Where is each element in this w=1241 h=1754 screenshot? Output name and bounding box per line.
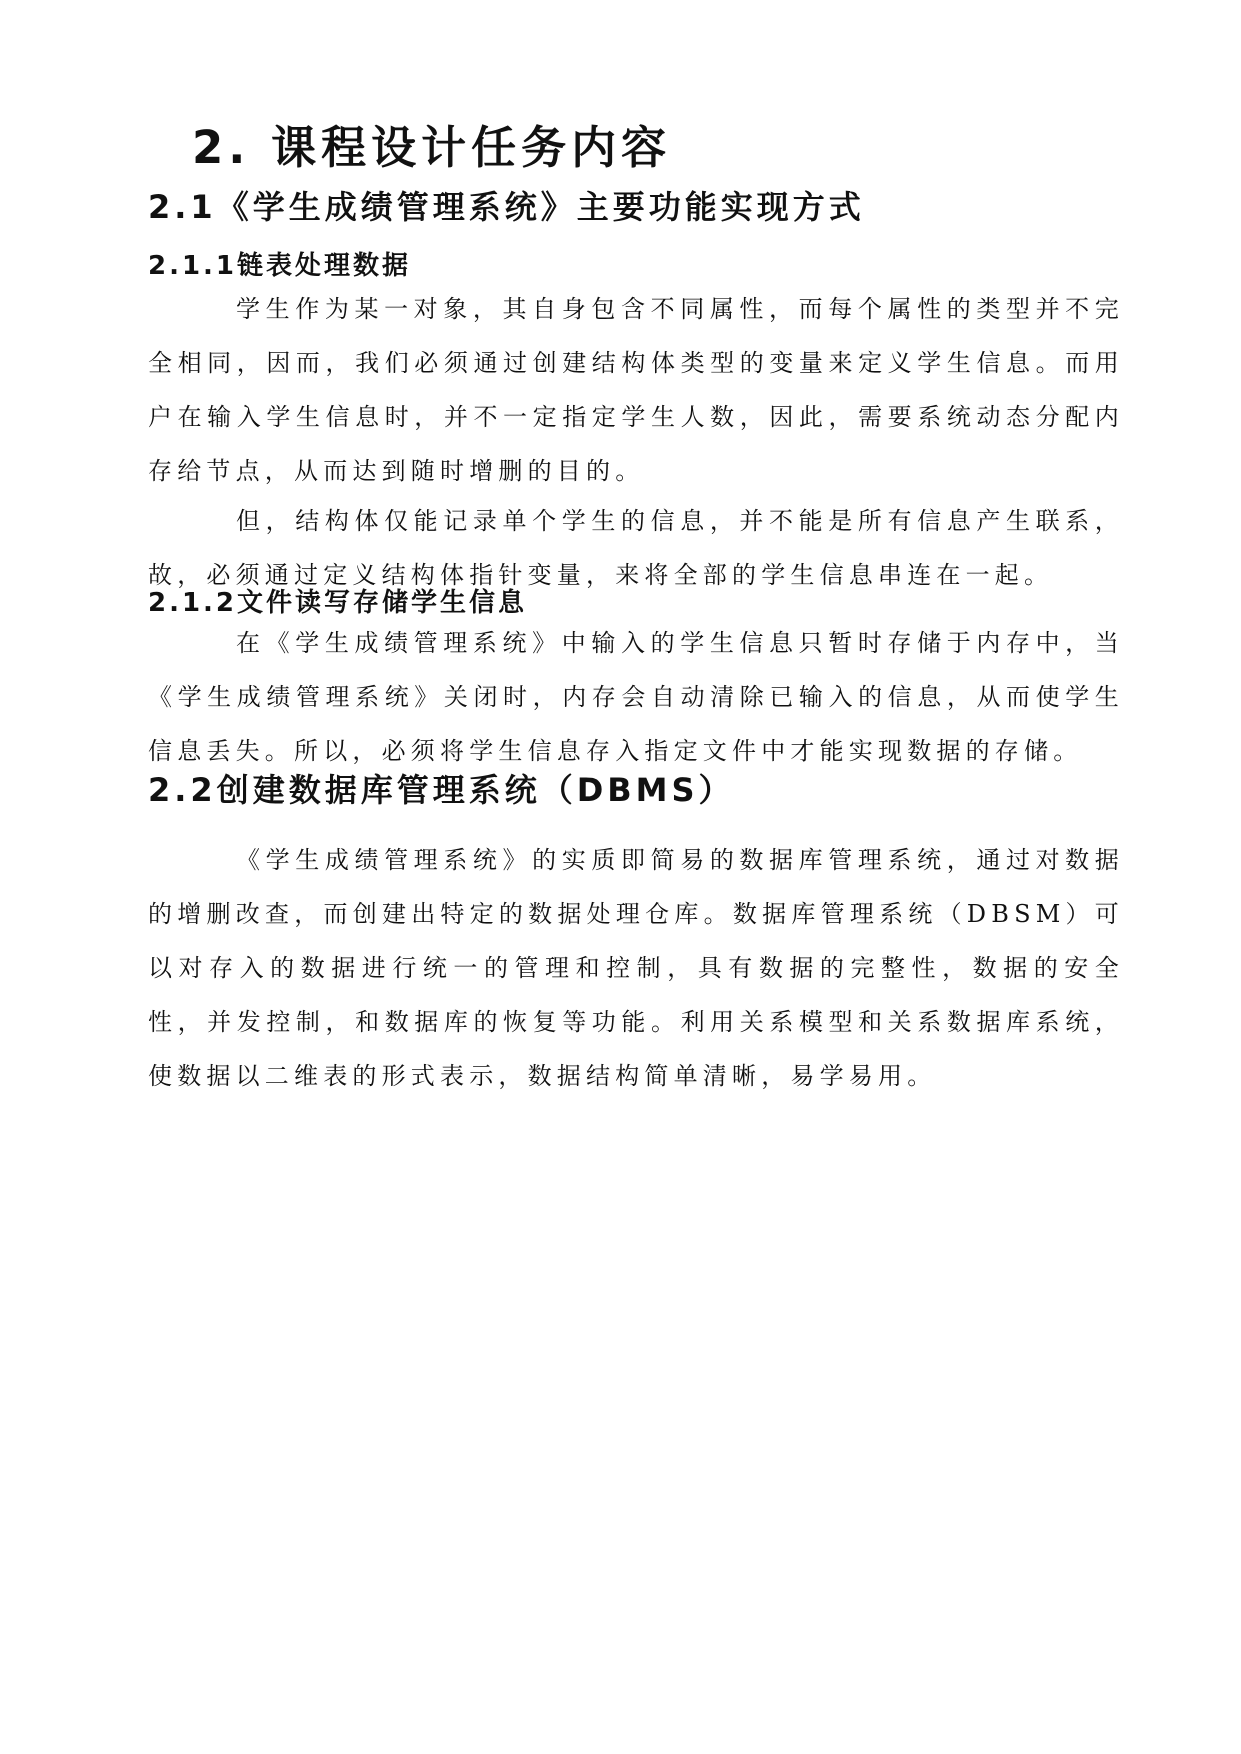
paragraph-linked-list-2: 但，结构体仅能记录单个学生的信息，并不能是所有信息产生联系，故，必须通过定义结构体指针变量，来将全部的学生信息串连在一起。 — [148, 507, 1124, 589]
subsubsection-title-2-1-1: 2.1.1链表处理数据 — [148, 251, 412, 281]
subsection-title-2-1: 2.1《学生成绩管理系统》主要功能实现方式 — [148, 188, 865, 226]
paragraph-linked-list-1: 学生作为某一对象，其自身包含不同属性，而每个属性的类型并不完全相同，因而，我们必须通过创建结构体类型的变量来定义学生信息。而用户在输入学生信息时，并不一定指定学生人数，因此，需要系统动态分配内存给节点，从而达到随时增删的目的。 — [148, 295, 1124, 485]
subsubsection-title-2-1-2: 2.1.2文件读写存储学生信息 — [148, 588, 528, 618]
paragraph-file-storage: 在《学生成绩管理系统》中输入的学生信息只暂时存储于内存中，当《学生成绩管理系统》关闭时，内存会自动清除已输入的信息，从而使学生信息丢失。所以，必须将学生信息存入指定文件中才能实现数据的存储。 — [148, 629, 1124, 765]
paragraph-dbms: 《学生成绩管理系统》的实质即简易的数据库管理系统，通过对数据的增删改查，而创建出特定的数据处理仓库。数据库管理系统（DBSM）可以对存入的数据进行统一的管理和控制，具有数据的完整性，数据的安全性，并发控制，和数据库的恢复等功能。利用关系模型和关系数据库系统，使数据以二维表的形式表示，数据结构简单清晰，易学易用。 — [148, 846, 1124, 1090]
subsection-title-2-2: 2.2创建数据库管理系统（DBMS） — [148, 771, 735, 809]
section-title: 2. 课程设计任务内容 — [192, 121, 672, 174]
